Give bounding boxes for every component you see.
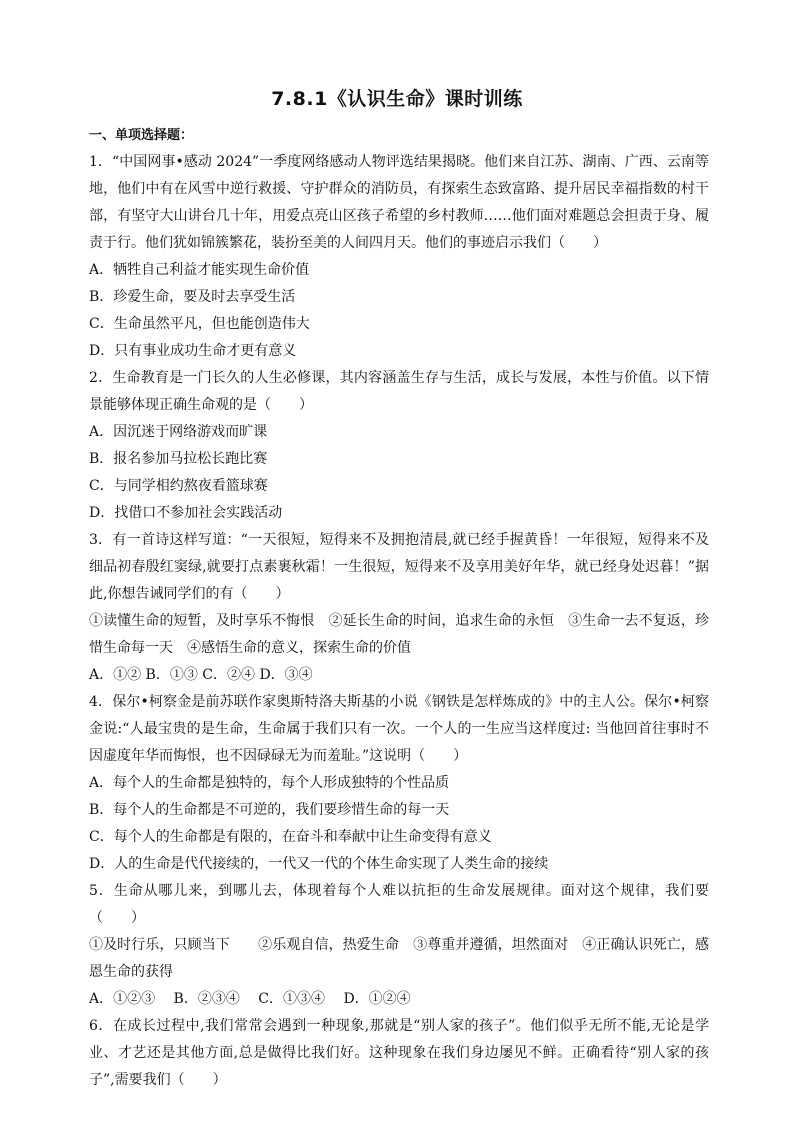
question-1-option-a: A．牺牲自己利益才能实现生命价值 [89, 262, 310, 278]
question-1-stem: 1．“中国网事•感动 2024”一季度网络感动人物评选结果揭晓。他们来自江苏、湖南、广西、云南等地，他们中有在风雪中逆行救援、守护群众的消防员，有探索生态致富路、提升居民幸福指数的村干部，有坚守大山讲台几十年，用爱点亮山区孩子希望的乡村教师……他们面对难题总会担责于身、履责于行。他们犹如锦簇繁花，装扮至美的人间四月天。他们的事迹启示我们（ ） [89, 154, 709, 251]
question-1-option-c: C．生命虽然平凡，但也能创造伟大 [89, 316, 310, 332]
question-2-stem: 2．生命教育是一门长久的人生必修课，其内容涵盖生存与生活，成长与发展，本性与价值。以下情景能够体现正确生命观的是（ ） [89, 370, 709, 413]
question-4-option-b: B．每个人的生命都是不可逆的，我们要珍惜生命的每一天 [89, 802, 450, 818]
question-1-option-d: D．只有事业成功生命才更有意义 [89, 343, 297, 359]
question-3-stem: 3．有一首诗这样写道：“一天很短，短得来不及拥抱清晨,就已经手握黄昏！一年很短，短得来不及细品初春殷红窦绿,就要打点素裹秋霜！一生很短，短得来不及享用美好年华，就已经身处迟暮！”据此,你想告诫同学们的有（ ） [89, 532, 709, 602]
question-5-stem: 5．生命从哪儿来，到哪儿去，体现着每个人难以抗拒的生命发展规律。面对这个规律，我们要（ ） [89, 883, 709, 926]
page-title: 7.8.1《认识生命》课时训练 [271, 88, 523, 110]
question-3-options: A．①② B．①③ C．②④ D．③④ [89, 667, 313, 683]
question-5-items: ①及时行乐，只顾当下 ②乐观自信，热爱生命 ③尊重并遵循，坦然面对 ④正确认识死亡，感恩生命的获得 [89, 937, 709, 980]
question-4-option-c: C．每个人的生命都是有限的，在奋斗和奉献中让生命变得有意义 [89, 829, 492, 845]
question-2-option-c: C．与同学相约熬夜看篮球赛 [89, 478, 268, 494]
question-1-option-b: B．珍爱生命，要及时去享受生活 [89, 289, 296, 305]
question-5-options: A．①②③ B．②③④ C．①③④ D．①②④ [89, 991, 411, 1007]
question-6-stem: 6．在成长过程中,我们常常会遇到一种现象,那就是“别人家的孩子”。他们似乎无所不能,无论是学业、才艺还是其他方面,总是做得比我们好。这种现象在我们身边屡见不鲜。正确看待“别人家的孩子”,需要我们（ ） [89, 1018, 709, 1088]
question-2-option-a: A．因沉迷于网络游戏而旷课 [89, 424, 268, 440]
question-4-stem: 4．保尔•柯察金是前苏联作家奥斯特洛夫斯基的小说《钢铁是怎样炼成的》中的主人公。保尔•柯察金说:“人最宝贵的是生命，生命属于我们只有一次。一个人的一生应当这样度过: 当他回首往事时不因虚度年华而悔恨，也不因碌碌无为而羞耻。”这说明（ ） [89, 694, 709, 764]
question-2-option-b: B．报名参加马拉松长跑比赛 [89, 451, 268, 467]
question-4-option-a: A．每个人的生命都是独特的，每个人形成独特的个性品质 [89, 775, 450, 791]
section-heading: 一、单项选择题： [89, 128, 194, 143]
question-list [89, 122, 709, 1094]
question-4-option-d: D．人的生命是代代接续的，一代又一代的个体生命实现了人类生命的接续 [89, 856, 549, 872]
question-3-items: ①读懂生命的短暂，及时享乐不悔恨 ②延长生命的时间，追求生命的永恒 ③生命一去不复返，珍惜生命每一天 ④感悟生命的意义，探索生命的价值 [89, 613, 709, 656]
question-2-option-d: D．找借口不参加社会实践活动 [89, 505, 283, 521]
